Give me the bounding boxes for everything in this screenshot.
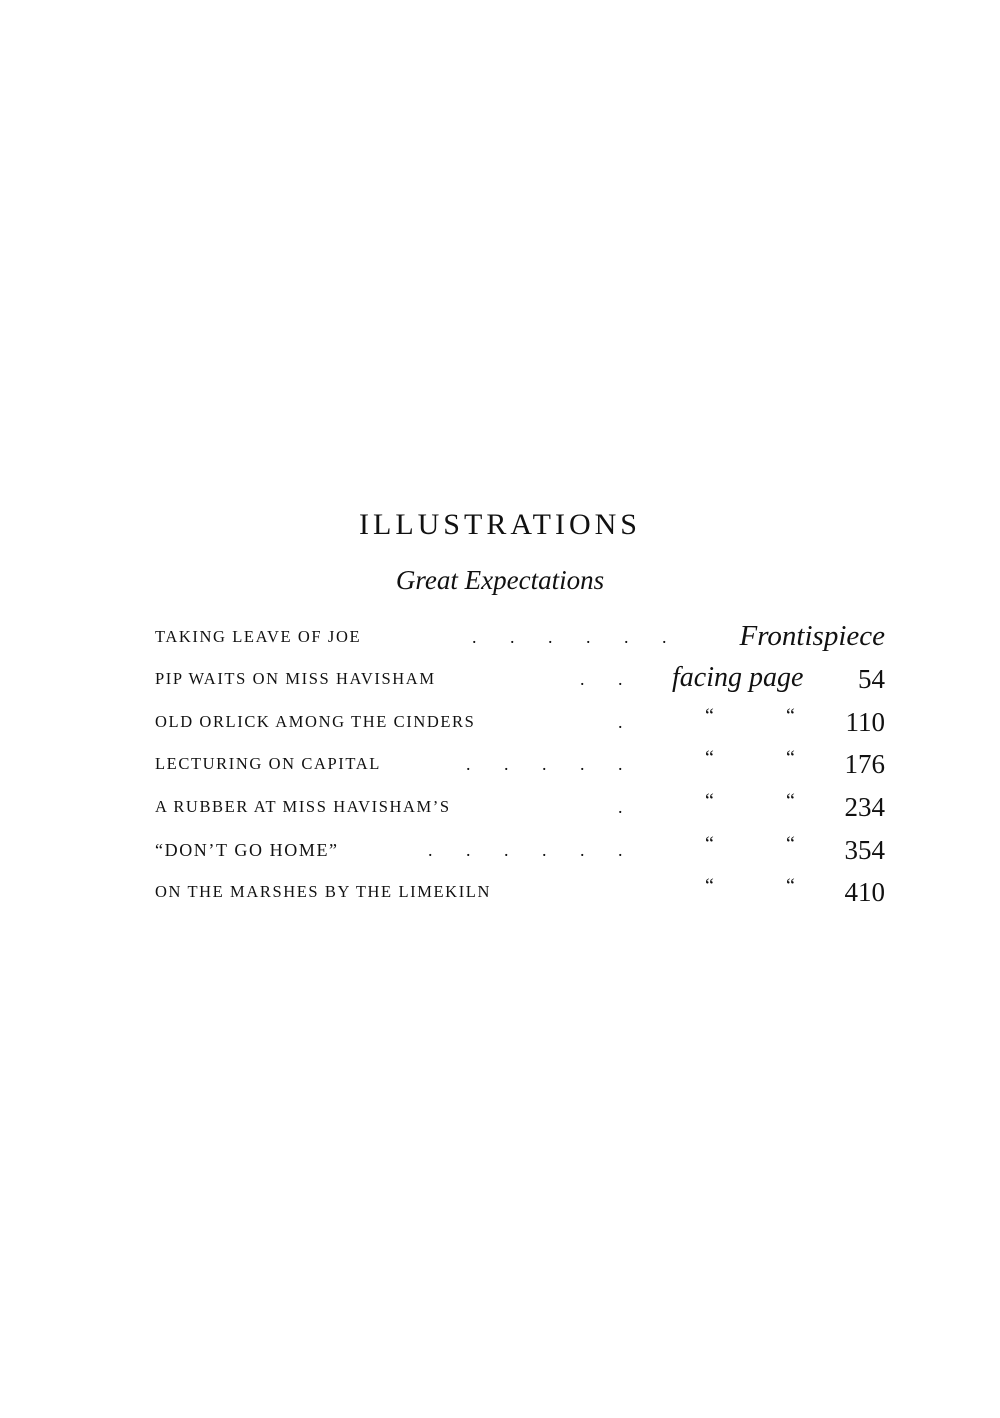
list-item [155,784,885,827]
entry-title: TAKING LEAVE OF JOE [155,626,362,646]
entry-title: “DON’T GO HOME” [155,839,339,860]
entry-page: Frontispiece [739,619,885,652]
facing-page-label: facing page [672,662,804,694]
entry-title: LECTURING ON CAPITAL [155,754,381,774]
leader-dots: . [618,796,637,817]
ditto-mark: “ [786,832,795,855]
page-title: ILLUSTRATIONS [359,508,641,541]
entry-page: 354 [844,834,885,865]
entry-title: OLD ORLICK AMONG THE CINDERS [155,711,476,731]
entry-title: ON THE MARSHES BY THE LIMEKILN [155,882,491,902]
list-item [155,870,885,913]
page-subtitle: Great Expectations [395,565,605,595]
ditto-mark: “ [705,704,714,727]
leader-dots: . . . . . . [428,839,637,860]
list-item [155,827,885,870]
ditto-mark: “ [786,747,795,770]
list-item [155,657,885,700]
illustration-list [155,614,885,912]
entry-title: PIP WAITS ON MISS HAVISHAM [155,669,436,689]
entry-page: 54 [858,664,885,695]
list-item [155,614,885,657]
entry-page: 110 [845,706,885,737]
ditto-mark: “ [786,704,795,727]
leader-dots: . . . . . . [472,626,681,647]
leader-dots: . [618,711,637,732]
ditto-mark: “ [705,747,714,770]
ditto-mark: “ [786,789,795,812]
ditto-mark: “ [705,875,714,898]
ditto-mark: “ [786,875,795,898]
list-item [155,699,885,742]
ditto-mark: “ [705,832,714,855]
leader-dots: . . [580,669,637,690]
entry-page: 410 [844,877,885,908]
list-item [155,742,885,785]
ditto-mark: “ [705,789,714,812]
entry-title: A RUBBER AT MISS HAVISHAM’S [155,796,451,816]
leader-dots: . . . . . [466,754,637,775]
entry-page: 176 [844,749,885,780]
entry-page: 234 [844,791,885,822]
